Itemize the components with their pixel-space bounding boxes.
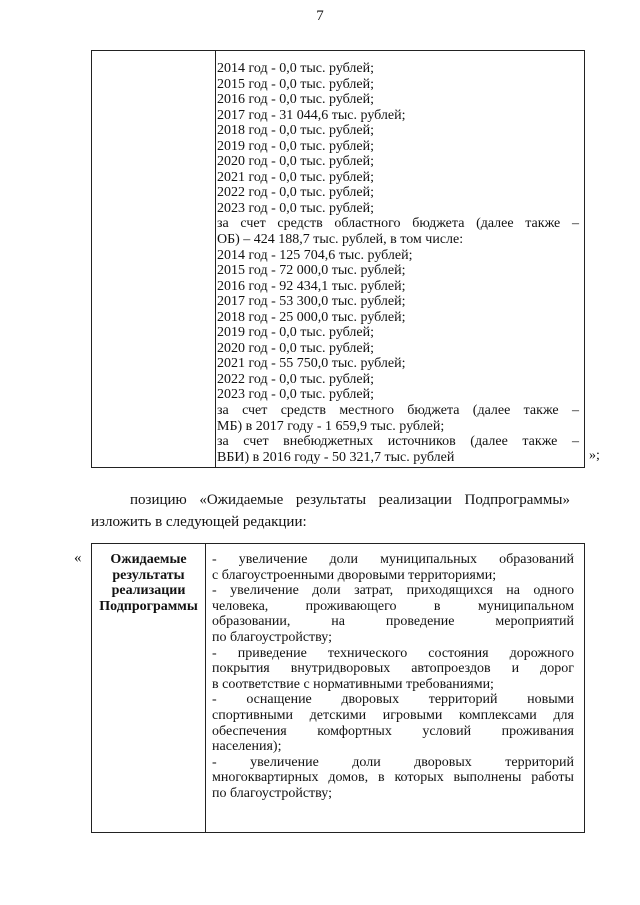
mb-line-1: за счет средств местного бюджета (далее также – [217, 403, 579, 419]
expected-result-line: человека, проживающего в муниципальном [212, 598, 574, 614]
paragraph-word: результаты [295, 492, 367, 508]
expected-results-table [91, 543, 585, 833]
funding-lines-federal [217, 61, 579, 216]
funding-lines-regional [217, 248, 579, 403]
funding-year-line: 2019 год - 0,0 тыс. рублей; [217, 138, 375, 154]
paragraph-word: позицию [130, 492, 187, 508]
paragraph-word: «Ожидаемые [199, 492, 284, 508]
funding-year-line: 2022 год - 0,0 тыс. рублей; [217, 371, 375, 387]
funding-year-line: 2015 год - 0,0 тыс. рублей; [217, 76, 375, 92]
funding-year-line: 2020 год - 0,0 тыс. рублей; [217, 340, 375, 356]
opening-quote: « [74, 550, 82, 566]
expected-result-line: - приведение технического состояния дорожного [212, 645, 574, 661]
expected-result-line: населения); [212, 739, 282, 755]
mb-line-2: МБ) в 2017 году - 1 659,9 тыс. рублей; [217, 418, 445, 434]
expected-result-line: - увеличение доли дворовых территорий [212, 754, 574, 770]
funding-table [91, 50, 585, 468]
expected-result-line: образовании, на проведение мероприятий [212, 614, 574, 630]
funding-year-line: 2020 год - 0,0 тыс. рублей; [217, 154, 375, 170]
instruction-paragraph-line-2: изложить в следующей редакции: [91, 514, 307, 530]
paragraph-word: реализации [378, 492, 452, 508]
label-line: Подпрограммы [99, 598, 198, 614]
expected-result-line: многоквартирных домов, в которых выполнены работы [212, 770, 574, 786]
funding-year-line: 2016 год - 0,0 тыс. рублей; [217, 92, 375, 108]
instruction-paragraph-line-1 [130, 492, 570, 509]
paragraph-word: Подпрограммы» [464, 492, 570, 508]
expected-result-line: в соответствие с нормативными требованиями; [212, 676, 494, 692]
funding-table-content-cell [217, 61, 579, 465]
funding-year-line: 2016 год - 92 434,1 тыс. рублей; [217, 278, 406, 294]
expected-result-line: спортивными детскими игровыми комплексами для [212, 707, 574, 723]
funding-year-line: 2022 год - 0,0 тыс. рублей; [217, 185, 375, 201]
expected-result-line: с благоустроенными дворовыми территориями; [212, 567, 497, 583]
label-line: результаты [112, 567, 185, 583]
vbi-line-2: ВБИ) в 2016 году - 50 321,7 тыс. рублей [217, 449, 455, 465]
expected-results-label [92, 552, 205, 614]
label-line: Ожидаемые [110, 552, 187, 567]
expected-result-line: по благоустройству; [212, 785, 332, 801]
expected-result-line: - увеличение доли затрат, приходящихся на одного [212, 583, 574, 599]
closing-quote: »; [589, 448, 600, 463]
funding-year-line: 2014 год - 0,0 тыс. рублей; [217, 61, 375, 76]
expected-result-line: по благоустройству; [212, 629, 332, 645]
funding-year-line: 2023 год - 0,0 тыс. рублей; [217, 200, 375, 216]
expected-results-content-cell [212, 552, 574, 802]
funding-year-line: 2023 год - 0,0 тыс. рублей; [217, 387, 375, 403]
funding-year-line: 2017 год - 31 044,6 тыс. рублей; [217, 107, 406, 123]
expected-result-line: обеспечения комфортных условий проживания [212, 723, 574, 739]
expected-result-line: - оснащение дворовых территорий новыми [212, 692, 574, 708]
funding-table-label-cell [92, 51, 216, 467]
funding-year-line: 2017 год - 53 300,0 тыс. рублей; [217, 294, 406, 310]
ob-line-2: ОБ) – 424 188,7 тыс. рублей, в том числе: [217, 232, 464, 248]
expected-result-line: покрытия внутридворовых автопроездов и дорог [212, 661, 574, 677]
funding-year-line: 2018 год - 0,0 тыс. рублей; [217, 123, 375, 139]
expected-result-line: - увеличение доли муниципальных образований [212, 552, 574, 567]
funding-year-line: 2015 год - 72 000,0 тыс. рублей; [217, 263, 406, 279]
funding-year-line: 2018 год - 25 000,0 тыс. рублей; [217, 309, 406, 325]
expected-results-label-cell [92, 544, 206, 832]
funding-year-line: 2019 год - 0,0 тыс. рублей; [217, 325, 375, 341]
vbi-line-1: за счет внебюджетных источников (далее также – [217, 434, 579, 450]
page-number: 7 [316, 8, 324, 24]
funding-year-line: 2021 год - 0,0 тыс. рублей; [217, 169, 375, 185]
funding-year-line: 2021 год - 55 750,0 тыс. рублей; [217, 356, 406, 372]
label-line: реализации [111, 583, 186, 599]
funding-year-line: 2014 год - 125 704,6 тыс. рублей; [217, 247, 413, 263]
ob-line-1: за счет средств областного бюджета (далее также – [217, 216, 579, 232]
